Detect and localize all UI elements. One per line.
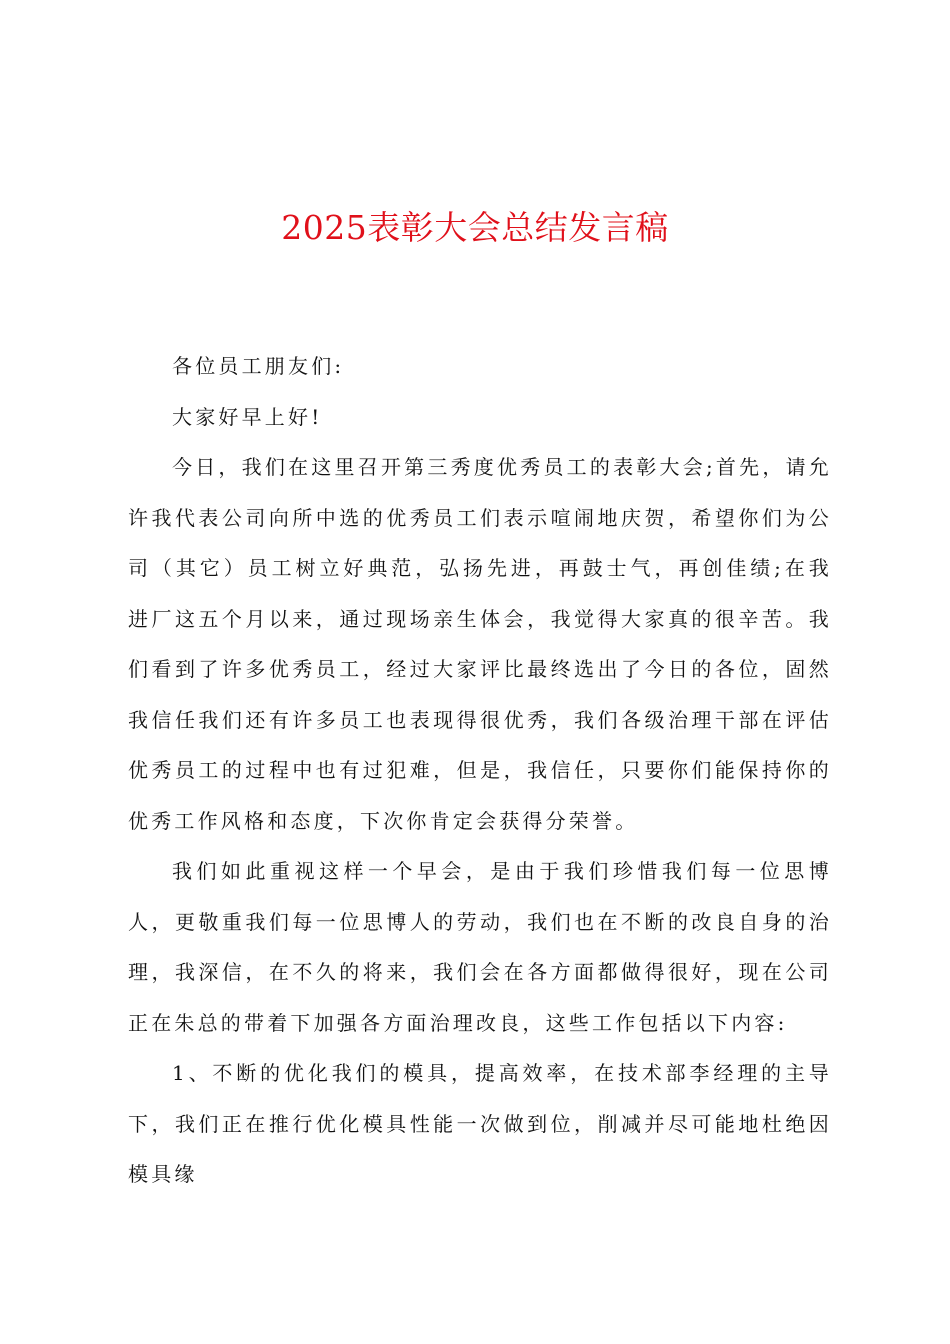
paragraph: 今日，我们在这里召开第三秀度优秀员工的表彰大会;首先，请允许我代表公司向所中选的优秀员工们表示喧闹地庆贺，希望你们为公司（其它）员工树立好典范，弘扬先进，再鼓士气，再创佳绩;在我进厂这五个月以来，通过现场亲生体会，我觉得大家真的很辛苦。我们看到了许多优秀员工，经过大家评比最终选出了今日的各位，固然我信任我们还有许多员工也表现得很优秀，我们各级治理干部在评估优秀员工的过程中也有过犯难，但是，我信任，只要你们能保持你的优秀工作风格和态度，下次你肯定会获得分荣誉。: [128, 455, 832, 833]
paragraph: 我们如此重视这样一个早会，是由于我们珍惜我们每一位思博人，更敬重我们每一位思博人的劳动，我们也在不断的改良自身的治理，我深信，在不久的将来，我们会在各方面都做得很好，现在公司正在朱总的带着下加强各方面治理改良，这些工作包括以下内容:: [128, 859, 832, 1035]
document-title: 2025表彰大会总结发言稿: [281, 208, 669, 247]
salutation: 各位员工朋友们:: [172, 354, 345, 378]
greeting: 大家好早上好!: [172, 404, 323, 429]
document-body: [128, 341, 832, 1200]
list-item: 1、不断的优化我们的模具，提高效率，在技术部李经理的主导下，我们正在推行优化模具性能一次做到位，削减并尽可能地杜绝因模具缘: [128, 1061, 832, 1186]
